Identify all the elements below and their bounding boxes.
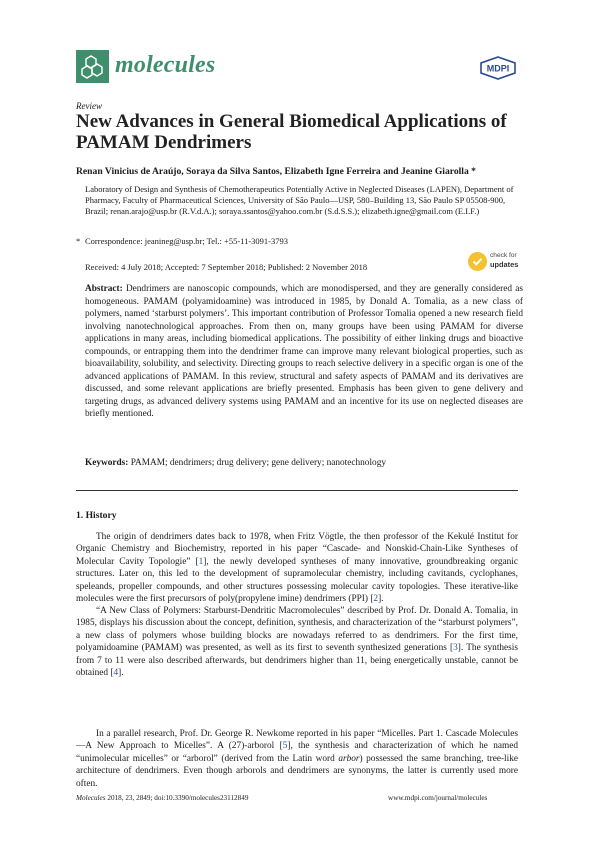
keywords-text: PAMAM; dendrimers; drug delivery; gene delivery; nanotechnology [130, 458, 386, 468]
footer-journal: Molecules [76, 794, 106, 802]
author-list: Renan Vinicius de Araújo, Soraya da Silva Santos, Elizabeth Igne Ferreira and Jeanine Giarolla * [76, 166, 476, 177]
footer-citation-rest: 2018, 23, 2849; doi:10.3390/molecules23112849 [105, 794, 249, 802]
check-updates-line2[interactable]: updates [490, 260, 519, 269]
footer-citation [76, 794, 248, 802]
paragraph-3-text-a: In a parallel research, Prof. Dr. George R. Newkome reported in his paper “Micelles. Part 1. Cascade Molecules—A New Approach to Micelles”. A (27)-arborol [ [76, 729, 518, 752]
affiliation: Laboratory of Design and Synthesis of Chemotherapeutics Potentially Active in Neglected Diseases (LAPEN), Department of Pharmacy, Faculty of Pharmaceutical Sciences, University of São Paulo—USP, 580–Building 13, São Paulo SP 05508-900, Brazil; renan.arajo@usp.br (R.V.d.A.); soraya.ssantos@yahoo.com.br (S.d.S.S.); elizabeth.igne@gmail.com (E.I.F.) [85, 184, 514, 217]
reference-link-5[interactable]: 5 [282, 741, 288, 752]
mdpi-logo-text: MDPI [486, 63, 510, 74]
latin-word: arbor [338, 753, 360, 764]
abstract-text: Dendrimers are nanoscopic compounds, which are monodispersed, and they are generally considered as homogeneous. PAMAM (polyamidoamine) was introduced in 1985, by Donald A. Tomalia, as a new class of polymers, named ‘starburst polymers’. This important contribution of Professor Tomalia opened a new research field involving nanotechnological approaches. From then on, many groups have been using PAMAM for diverse applications in many areas, including biomedical applications. The possibility of either linking drugs and bioactive compounds, or entrapping them into the dendrimer frame can improve many relevant biological properties, such as bioavailability, solubility, and selectivity. Directing groups to reach selective delivery in a specific organ is one of the advanced applications of PAMAM. In this review, structural and safety aspects of PAMAM and its derivatives are discussed, and some relevant applications are briefly presented. Emphasis has been given to gene delivery and targeting drugs, as advanced delivery systems using PAMAM and an incentive for its use on neglected diseases are briefly mentioned. [85, 284, 524, 420]
paragraph-2-text-c: ]. [118, 668, 124, 679]
paragraph-1 [76, 531, 518, 606]
section-heading: 1. History [76, 510, 117, 521]
footer-url[interactable]: www.mdpi.com/journal/molecules [388, 794, 488, 802]
reference-link-3[interactable]: 3 [453, 643, 458, 654]
paragraph-1-text-c: ]. [378, 594, 384, 605]
mdpi-logo-icon [479, 56, 517, 80]
paragraph-2-text-a: “A New Class of Polymers: Starburst-Dendritic Macromolecules” described by Prof. Dr. Donald A. Tomalia, in 1985, displays his discussion about the concept, definition, synthesis, and characterization of the “starburst polymers”, a new class of polymers whose building blocks are nowadays referred to as dendrimers. For the first time, polyamidoamine (PAMAM) was presented, as well as its first to seventh synthesized generations [ [76, 606, 518, 654]
paragraph-2-text-b: ]. The synthesis from 7 to 11 were also described afterwards, but dendrimers higher than 11, being energetically unstable, cannot be obtained [ [76, 643, 518, 679]
paragraph-3 [76, 728, 518, 790]
article-title: New Advances in General Biomedical Applications of PAMAM Dendrimers [76, 111, 507, 153]
correspondence-text: Correspondence: jeanineg@usp.br; Tel.: +55-11-3091-3793 [85, 236, 288, 246]
correspondence [76, 236, 526, 246]
publication-dates: Received: 4 July 2018; Accepted: 7 September 2018; Published: 2 November 2018 [85, 262, 368, 272]
check-updates-icon[interactable] [468, 252, 487, 271]
journal-logo-icon [76, 50, 109, 83]
divider [76, 490, 518, 491]
correspondence-star: * [76, 236, 81, 246]
paragraph-3-text-b: ], the synthesis and characterization of which he named “unimolecular micelles” or “arborol” (derived from the Latin word [76, 741, 518, 764]
keywords [85, 458, 523, 468]
abstract-label: Abstract: [85, 284, 123, 294]
journal-name: molecules [115, 52, 216, 78]
check-updates-line1[interactable]: check for [490, 252, 517, 259]
paragraph-1-text-b: ], the newly developed syntheses of many innovative, groundbreaking organic structures. Later on, this led to the development of supramolecular chemistry, including cavitands, cyclophanes, speleands, propeller compounds, and other structures possessing molecular cavity topologies. These iterative-like molecules were the first precursors of poly(propylene imine) dendrimers (PPI) [ [76, 556, 518, 605]
abstract [85, 283, 523, 421]
paragraph-2 [76, 605, 518, 680]
reference-link-2[interactable]: 2 [373, 594, 379, 605]
paragraph-3-text-c: ) possessed the same branching, tree-like architecture of dendrimers. Even though arborols and dendrimers are synonyms, the latter is currently used more often. [76, 753, 518, 789]
paragraph-1-text-a: The origin of dendrimers dates back to 1978, when Fritz Vögtle, the then professor of the Kekulé Institut for Organic Chemistry and Biochemistry, reported in his paper “Cascade- and Nonskid-Chain-Like Syntheses of Molecular Cavity Topologie” [ [76, 532, 518, 567]
reference-link-1[interactable]: 1 [198, 556, 204, 567]
reference-link-4[interactable]: 4 [113, 668, 119, 679]
keywords-label: Keywords: [85, 458, 129, 468]
article-type: Review [76, 101, 102, 111]
